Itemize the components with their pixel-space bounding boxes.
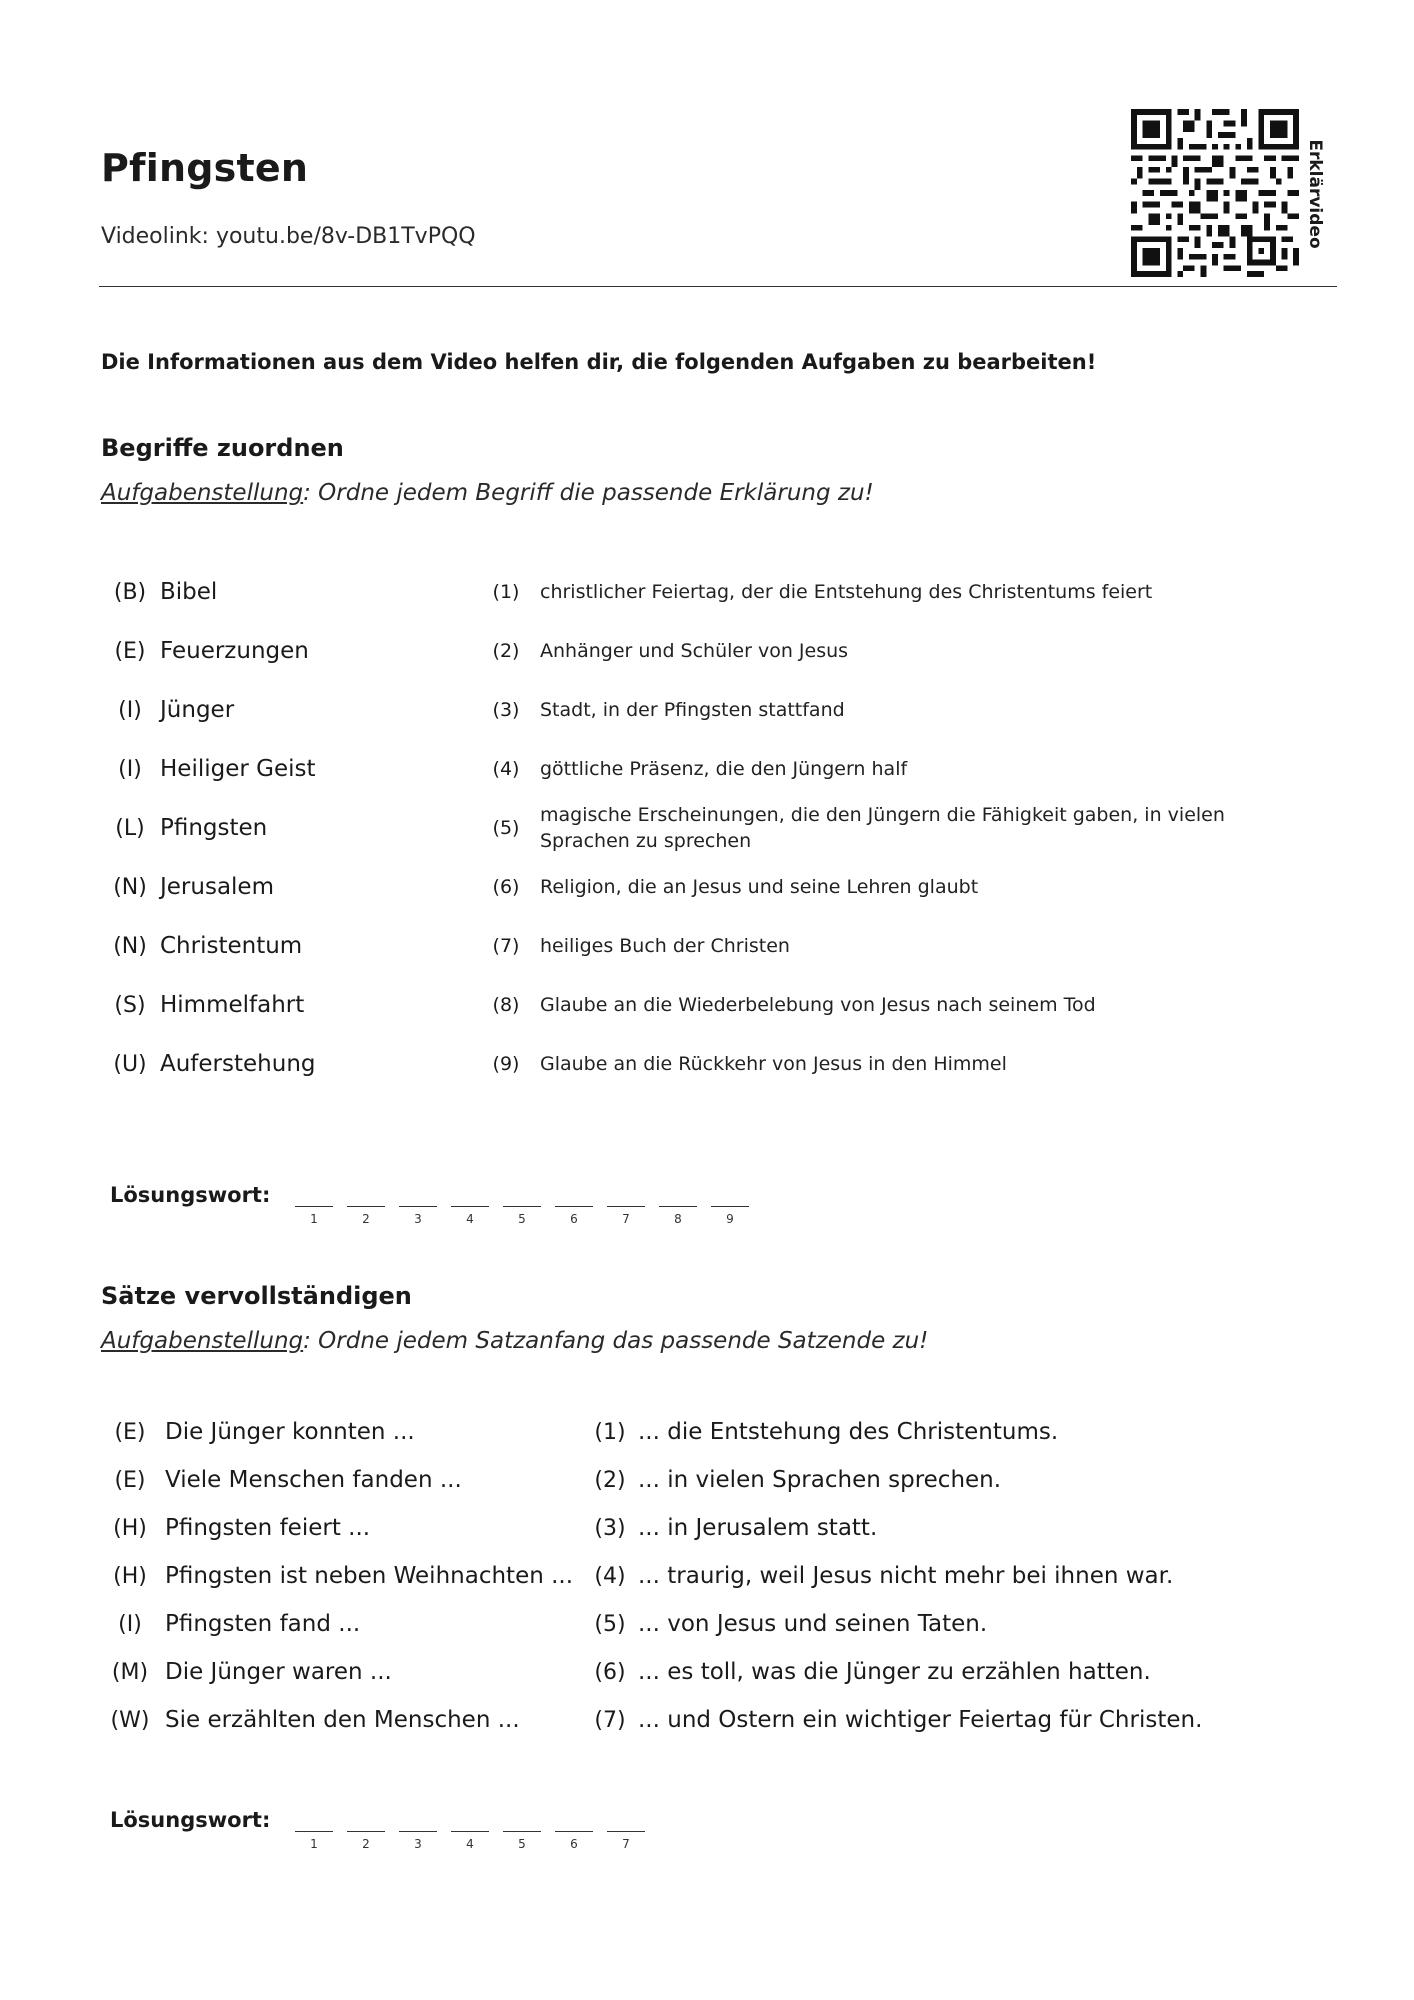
solution-blank[interactable]: 3 [399,1823,437,1863]
list-item: (B) Bibel (1) christlicher Feiertag, der die Entstehung des Christentums feiert [113,579,1153,605]
solution-word-label-1: Lösungswort: [110,1183,271,1207]
section-title-begriffe: Begriffe zuordnen [101,434,344,462]
list-item: (E) Viele Menschen fanden ... (2) ... in vielen Sprachen sprechen. [114,1467,1002,1493]
solution-blank[interactable]: 1 [295,1198,333,1238]
solution-blank[interactable]: 6 [555,1823,593,1863]
solution-blank[interactable]: 7 [607,1823,645,1863]
list-item: (E) Feuerzungen (2) Anhänger und Schüler von Jesus [114,638,849,664]
solution-blank[interactable]: 6 [555,1198,593,1238]
video-link[interactable]: Videolink: youtu.be/8v-DB1TvPQQ [101,224,476,249]
solution-blank[interactable]: 5 [503,1198,541,1238]
task-instruction-1: Aufgabenstellung: Ordne jedem Begriff die passende Erklärung zu! [101,480,874,506]
list-item: (N) Jerusalem (6) Religion, die an Jesus und seine Lehren glaubt [113,874,979,900]
list-item: (H) Pfingsten feiert ... (3) ... in Jerusalem statt. [113,1515,878,1541]
list-item: (E) Die Jünger konnten ... (1) ... die Entstehung des Christentums. [114,1419,1059,1445]
page-title: Pfingsten [101,146,309,190]
list-item: (I) Pfingsten fand ... (5) ... von Jesus und seinen Taten. [118,1611,988,1637]
task-instruction-2: Aufgabenstellung: Ordne jedem Satzanfang das passende Satzende zu! [101,1328,929,1354]
list-item: (I) Heiliger Geist (4) göttliche Präsenz, die den Jüngern half [118,756,908,782]
solution-blank[interactable]: 2 [347,1198,385,1238]
solution-blank[interactable]: 4 [451,1198,489,1238]
list-item: (I) Jünger (3) Stadt, in der Pfingsten stattfand [118,697,845,723]
list-item: (S) Himmelfahrt (8) Glaube an die Wiederbelebung von Jesus nach seinem Tod [114,992,1096,1018]
list-item: (H) Pfingsten ist neben Weihnachten ... (4) ... traurig, weil Jesus nicht mehr bei ihnen war. [113,1563,1174,1589]
list-item: (U) Auferstehung (9) Glaube an die Rückkehr von Jesus in den Himmel [113,1051,1007,1077]
qr-caption: Erklärvideo [1305,139,1325,249]
solution-word-blanks-1[interactable] [295,1198,763,1238]
list-item: (M) Die Jünger waren ... (6) ... es toll, was die Jünger zu erzählen hatten. [111,1659,1151,1685]
solution-blank[interactable]: 9 [711,1198,749,1238]
solution-blank[interactable]: 4 [451,1823,489,1863]
solution-word-label-2: Lösungswort: [110,1808,271,1832]
solution-word-blanks-2[interactable] [295,1823,659,1863]
section-title-saetze: Sätze vervollständigen [101,1282,412,1310]
list-item: (N) Christentum (7) heiliges Buch der Christen [113,933,790,959]
solution-blank[interactable]: 7 [607,1198,645,1238]
solution-blank[interactable]: 2 [347,1823,385,1863]
solution-blank[interactable]: 5 [503,1823,541,1863]
list-item: (L) Pfingsten (5) magische Erscheinungen, die den Jüngern die Fähigkeit gaben, in vielen Sprachen zu sprechen [115,804,1225,852]
qr-code [1131,109,1299,277]
solution-blank[interactable]: 3 [399,1198,437,1238]
list-item: (W) Sie erzählten den Menschen ... (7) ... und Ostern ein wichtiger Feiertag für Christen. [110,1707,1203,1733]
solution-blank[interactable]: 1 [295,1823,333,1863]
solution-blank[interactable]: 8 [659,1198,697,1238]
intro-text: Die Informationen aus dem Video helfen dir, die folgenden Aufgaben zu bearbeiten! [101,350,1097,374]
header-divider [99,286,1337,287]
